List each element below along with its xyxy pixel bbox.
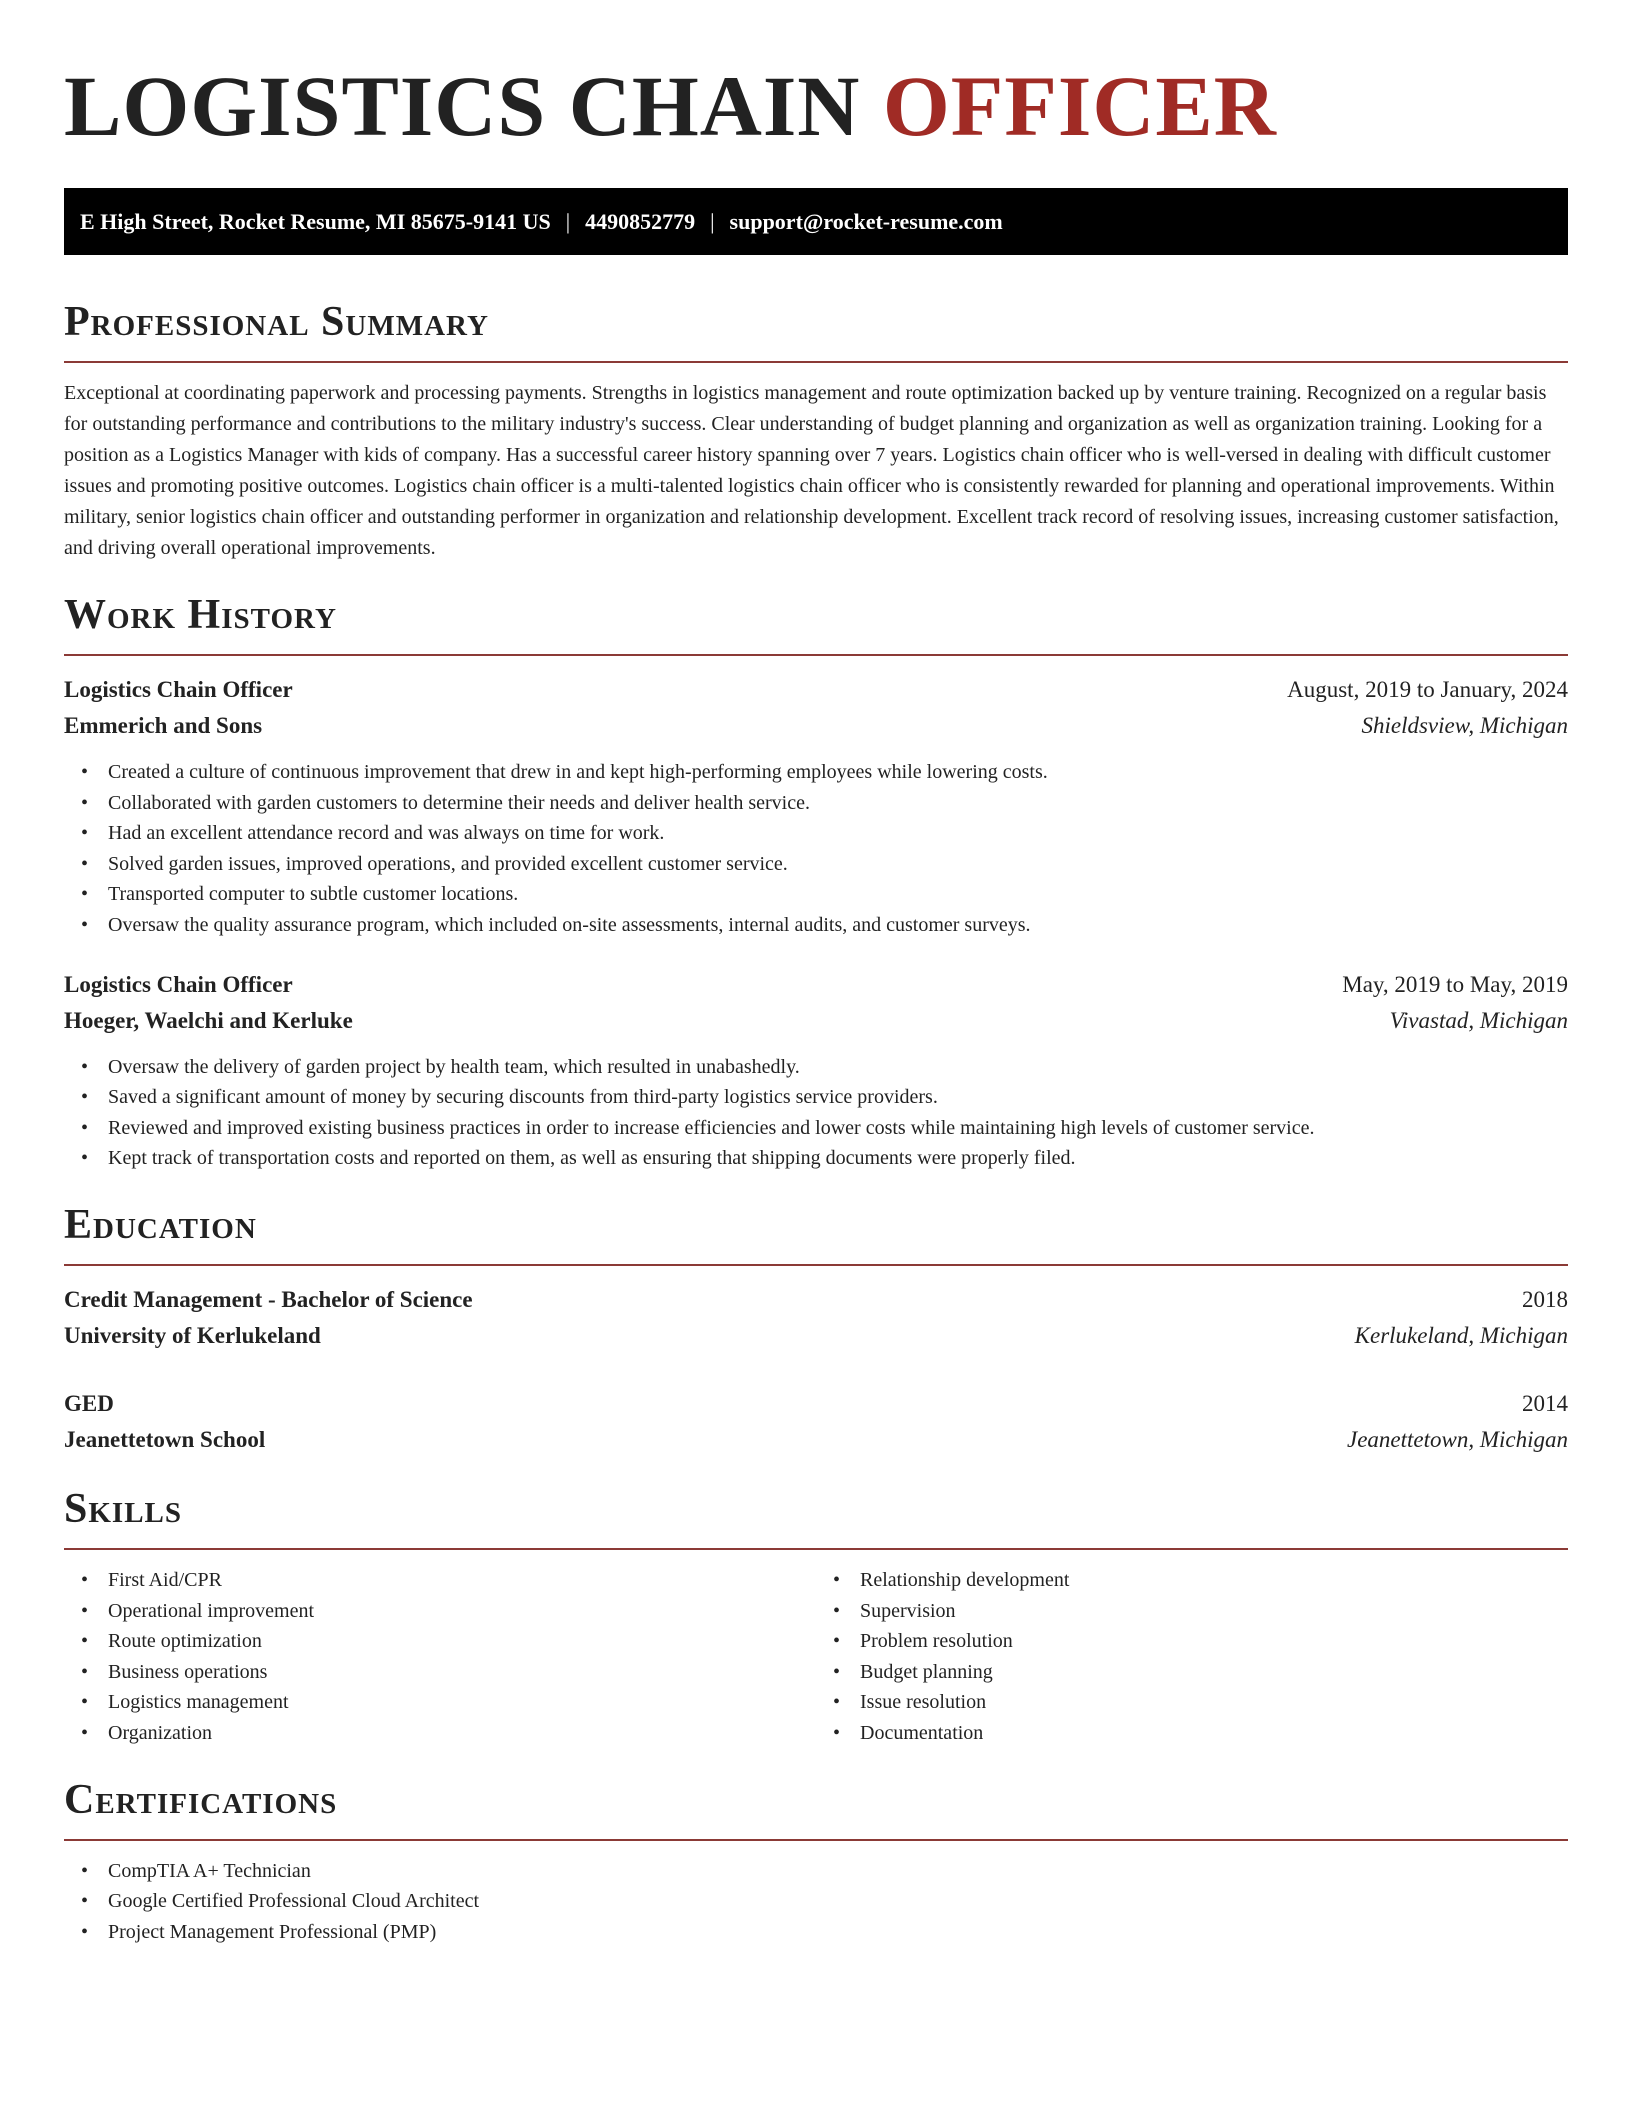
education-degree: GED	[64, 1390, 114, 1416]
job-bullet: • Had an excellent attendance record and was always on time for work.	[64, 818, 1568, 849]
contact-separator: |	[565, 208, 571, 234]
skill-item: • First Aid/CPR	[64, 1565, 816, 1596]
skill-item: • Operational improvement	[64, 1596, 816, 1627]
education-header	[64, 1282, 1568, 1318]
job-role: Logistics Chain Officer	[64, 677, 293, 702]
skill-item: • Route optimization	[64, 1626, 816, 1657]
summary-text: Exceptional at coordinating paperwork and processing payments. Strengths in logistics management and route optimization backed up by venture training. Recognized on a regular basis for outstanding performance and contributions to the military industry's success. Clear understanding of budget planning and organization as well as organization training. Looking for a position as a Logistics Manager with kids of company. Has a successful career history spanning over 7 years. Logistics chain officer who is well-versed in dealing with difficult customer issues and promoting positive outcomes. Logistics chain officer is a multi-talented logistics chain officer who is consistently rewarded for planning and operational improvements. Within military, senior logistics chain officer and outstanding performer in organization and relationship development. Excellent track record of resolving issues, increasing customer satisfaction, and driving overall operational improvements.	[64, 382, 1559, 559]
job-bullet: • Oversaw the quality assurance program, which included on-site assessments, internal audits, and customer surveys.	[64, 910, 1568, 941]
job-bullet: • Kept track of transportation costs and reported on them, as well as ensuring that shipping documents were properly filed.	[64, 1143, 1568, 1174]
section-title-certifications: Certifications	[64, 1776, 338, 1823]
education-degree: Credit Management - Bachelor of Science	[64, 1286, 473, 1312]
skill-item: • Logistics management	[64, 1687, 816, 1718]
job-location: Shieldsview, Michigan	[1361, 713, 1568, 738]
candidate-name	[64, 56, 1568, 166]
education-subheader	[64, 1422, 1568, 1458]
education-school: Jeanettetown School	[64, 1426, 266, 1452]
skills-grid	[64, 1565, 1568, 1749]
job-company: Hoeger, Waelchi and Kerluke	[64, 1007, 353, 1033]
section-title-work-history: Work History	[64, 592, 337, 638]
certification-item: • Google Certified Professional Cloud Architect	[64, 1886, 1568, 1917]
job-bullet: • Created a culture of continuous improvement that drew in and kept high-performing employees while lowering costs.	[64, 757, 1568, 788]
summary-section	[64, 297, 1568, 564]
job-bullets	[64, 1052, 1568, 1174]
job-dates: August, 2019 to January, 2024	[1287, 677, 1568, 702]
section-title-skills: Skills	[64, 1485, 183, 1532]
skill-item: • Relationship development	[816, 1565, 1568, 1596]
section-divider	[64, 1839, 1568, 1841]
education-entry	[64, 1386, 1568, 1458]
education-year: 2018	[1522, 1286, 1568, 1312]
contact-address: E High Street, Rocket Resume, MI 85675-9141 US	[80, 208, 551, 234]
job-bullets	[64, 757, 1568, 941]
education-school: University of Kerlukeland	[64, 1322, 321, 1348]
job-role: Logistics Chain Officer	[64, 971, 293, 997]
skills-column-left	[64, 1565, 816, 1749]
section-title-education: Education	[64, 1201, 257, 1248]
skill-item: • Budget planning	[816, 1657, 1568, 1688]
education-location: Kerlukeland, Michigan	[1354, 1322, 1568, 1348]
job-dates: May, 2019 to May, 2019	[1342, 971, 1568, 997]
skill-item: • Business operations	[64, 1657, 816, 1688]
job-bullet: • Solved garden issues, improved operations, and provided excellent customer service.	[64, 849, 1568, 880]
education-entry	[64, 1282, 1568, 1354]
certification-item: • CompTIA A+ Technician	[64, 1856, 1568, 1887]
education-location: Jeanettetown, Michigan	[1347, 1426, 1568, 1452]
job-bullet: • Transported computer to subtle customer locations.	[64, 879, 1568, 910]
skills-section	[64, 1484, 1568, 1749]
contact-phone: 4490852779	[585, 208, 696, 234]
education-section	[64, 1200, 1568, 1458]
certifications-list	[64, 1856, 1568, 1948]
job-entry	[64, 967, 1568, 1174]
job-subheader	[64, 708, 1568, 744]
skill-item: • Organization	[64, 1718, 816, 1749]
skills-column-right	[816, 1565, 1568, 1749]
job-bullet: • Collaborated with garden customers to determine their needs and deliver health service.	[64, 788, 1568, 819]
education-header	[64, 1386, 1568, 1422]
section-divider	[64, 654, 1568, 656]
section-divider	[64, 1548, 1568, 1550]
education-subheader	[64, 1318, 1568, 1354]
skill-item: • Issue resolution	[816, 1687, 1568, 1718]
job-bullet: • Reviewed and improved existing business practices in order to increase efficiencies and lower costs while maintaining high levels of customer service.	[64, 1113, 1568, 1144]
job-company: Emmerich and Sons	[64, 713, 263, 738]
job-entry	[64, 672, 1568, 941]
job-bullet: • Oversaw the delivery of garden project by health team, which resulted in unabashedly.	[64, 1052, 1568, 1083]
education-year: 2014	[1522, 1390, 1568, 1416]
skill-item: • Problem resolution	[816, 1626, 1568, 1657]
job-bullet: • Saved a significant amount of money by securing discounts from third-party logistics service providers.	[64, 1082, 1568, 1113]
section-divider	[64, 1264, 1568, 1266]
name-first: LOGISTICS CHAIN	[64, 58, 861, 154]
work-history-section	[64, 590, 1568, 1174]
name-last: OFFICER	[882, 58, 1277, 154]
job-subheader	[64, 1003, 1568, 1039]
skill-item: • Supervision	[816, 1596, 1568, 1627]
contact-separator: |	[710, 208, 715, 234]
certification-item: • Project Management Professional (PMP)	[64, 1917, 1568, 1948]
skill-item: • Documentation	[816, 1718, 1568, 1749]
section-title-summary: Professional Summary	[64, 299, 489, 345]
contact-email: support@rocket-resume.com	[729, 208, 1003, 234]
job-header	[64, 672, 1568, 708]
certifications-section	[64, 1775, 1568, 1948]
section-divider	[64, 361, 1568, 363]
contact-bar	[64, 188, 1568, 255]
job-location: Vivastad, Michigan	[1389, 1007, 1568, 1033]
job-header	[64, 967, 1568, 1003]
